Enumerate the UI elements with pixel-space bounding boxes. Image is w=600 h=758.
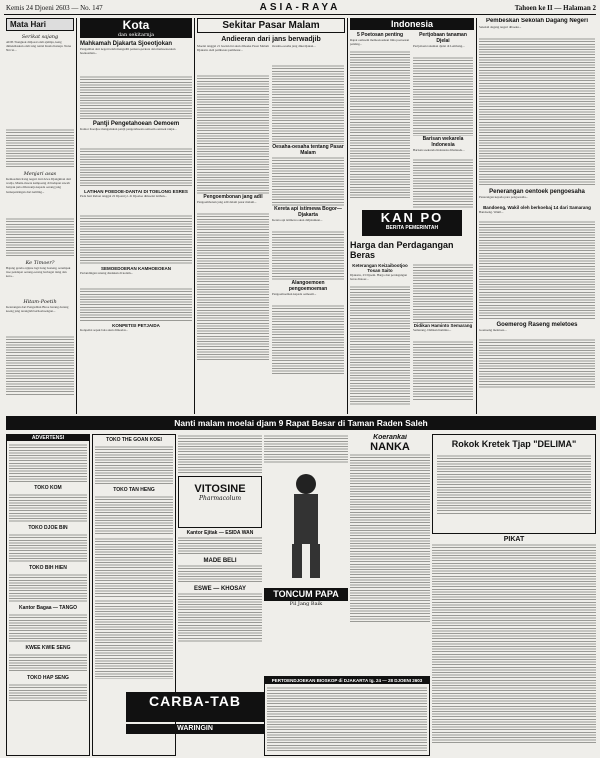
column-pasar-malam bbox=[197, 18, 345, 414]
text-lines bbox=[197, 74, 269, 194]
ad-title: Kantor Ejitak — ESIDA WAN bbox=[186, 530, 254, 536]
headline: 5 Poetosan penting bbox=[356, 32, 404, 38]
headline: Penerangan oentoek pengoesaha bbox=[489, 189, 585, 195]
column-rule bbox=[76, 18, 77, 414]
ad-lines bbox=[264, 434, 348, 464]
vitosine-ad bbox=[178, 476, 262, 528]
text-lines bbox=[413, 263, 473, 323]
text-lines bbox=[272, 156, 344, 206]
text-lines bbox=[80, 147, 192, 187]
headline: Pertjobaan tanaman Djelai bbox=[419, 32, 467, 44]
kanpo-subtitle: BERITA PEMERINTAH bbox=[385, 225, 439, 231]
ad-lines bbox=[95, 445, 173, 485]
text-block: Bandoeng. Wakil... bbox=[479, 210, 504, 214]
text-block: Pengoembonan jang adil dalam pasar malam... bbox=[197, 200, 257, 204]
ad-lines bbox=[9, 443, 87, 483]
headline: Barisan wekarela Indonesia bbox=[422, 136, 464, 148]
ad-column-1 bbox=[6, 434, 90, 756]
text-block: Moelai tanggal 21 boelan ini akan diboeka Pasar Malam Djakarta oleh pembesar-pembesar... bbox=[197, 44, 269, 53]
headline: KONPETISI PETJAIDA bbox=[112, 323, 160, 328]
text-block: Pada hari Rebon tanggal 22 Djoeni j.l. di Djoeloe dimoelai latihan... bbox=[80, 194, 167, 198]
advertisement-section bbox=[6, 434, 596, 756]
ad-title: ESWE — KHOSAY bbox=[193, 586, 247, 592]
text-block: Pengadilan dari negeri telah mengadili perkara-perkara dan memoetoeskan hoekoeman... bbox=[80, 47, 176, 56]
section-menjari-asas: Menjari asas bbox=[23, 171, 57, 177]
ad-lines bbox=[9, 613, 87, 643]
waringin-title: WARINGIN bbox=[126, 724, 264, 734]
text-block: Sekolah dagang negeri diboeka... bbox=[479, 25, 522, 29]
delima-title: Rokok Kretek Tjap "DELIMA" bbox=[451, 439, 577, 449]
ad-title: MADE BELI bbox=[203, 558, 237, 564]
headline: LATIHAN POEDOE-DANTAI DI TOELONG ESRES bbox=[84, 189, 188, 194]
ad-lines bbox=[9, 493, 87, 523]
ad-title: Kantor Bagaa — TANGO bbox=[19, 605, 77, 611]
toncum-subtitle: Pil Jang Baik bbox=[289, 601, 323, 607]
ad-lines bbox=[178, 592, 262, 642]
koerankai-title: Koerankai bbox=[373, 434, 407, 441]
text-block: Konpetisi sepak bola akan dimoelai... bbox=[80, 328, 128, 332]
masthead-rule bbox=[4, 14, 596, 15]
ad-lines bbox=[267, 686, 427, 752]
headline: Pengoembonan jang adil bbox=[203, 194, 263, 200]
text-lines bbox=[272, 304, 344, 374]
headline: Goemerog Raseng meletoes bbox=[496, 322, 578, 328]
text-lines bbox=[413, 158, 473, 208]
ad-title: TOKO DJOE BIN bbox=[28, 525, 68, 531]
vitosine-title: VITOSINE bbox=[194, 483, 246, 495]
ad-title: KWEE KWIE SENG bbox=[25, 645, 71, 651]
ad-lines bbox=[178, 536, 262, 556]
text-lines bbox=[6, 335, 74, 395]
headline: SEMOEDOERAN KAMHOEOEAN bbox=[100, 266, 171, 271]
headline: Didikan Haminto Semarang bbox=[413, 323, 473, 328]
pasar-malam-header: Sekitar Pasar Malam bbox=[197, 18, 345, 33]
toncum-title: TONCUM PAPA bbox=[264, 588, 348, 601]
text-lines bbox=[350, 285, 410, 405]
kanpo-title: KAN PO bbox=[380, 210, 444, 225]
vitosine-subtitle: Pharmacolum bbox=[198, 495, 242, 502]
ad-title: TOKO TAN HENG bbox=[113, 487, 155, 493]
text-lines bbox=[479, 338, 595, 388]
ad-title: TOKO HAP SENG bbox=[27, 675, 69, 681]
column-right bbox=[479, 18, 595, 414]
ad-lines bbox=[178, 564, 262, 584]
article-harga-beras bbox=[350, 240, 474, 414]
headline: Pembeskan Sekolah Dagang Negeri bbox=[485, 18, 589, 24]
ad-lines bbox=[432, 543, 596, 743]
text-block: Bajang gerebo njipne lagi tiang basteng, serempak itoe pendapat oerang-oerang berbagai tiang dan kota... bbox=[6, 266, 71, 279]
ad-lines bbox=[178, 434, 262, 474]
column-rule bbox=[347, 18, 348, 414]
text-block: Kemoedian Irang negeri dari dewa Djangkitan dari wadja, Manis-moera kampoeng di hadapan sawah banyak pula dibawanja kepada oerang jang berkepentingan dari keliling... bbox=[6, 177, 71, 194]
text-lines bbox=[80, 75, 192, 119]
ad-lines bbox=[9, 653, 87, 673]
ad-lines bbox=[350, 453, 430, 623]
section-hitam-poetih: Hitam-Poetih bbox=[23, 299, 57, 305]
kota-header: Kota bbox=[80, 18, 192, 32]
text-block: Kereta api istimewa akan didjalankan... bbox=[272, 218, 323, 222]
ad-lines bbox=[9, 533, 87, 563]
column-rule bbox=[476, 18, 477, 414]
text-lines bbox=[6, 128, 74, 168]
column-rule bbox=[194, 18, 195, 414]
text-block: Oesaha-oesaha jang dikerdjakan... bbox=[272, 44, 316, 48]
column-kota bbox=[80, 18, 192, 414]
masthead-title: ASIA-RAYA bbox=[259, 2, 341, 13]
delima-ad bbox=[432, 434, 596, 534]
rapat-besar-banner: Nanti malam moelai djam 9 Rapat Besar di Taman Raden Saleh bbox=[6, 416, 596, 430]
text-block: Kantor Koedjoe mengadakan pantji pengetahoean oemoem oentoek rakjat... bbox=[80, 127, 177, 131]
text-block: Goenoeng meletoes... bbox=[479, 328, 507, 332]
text-lines bbox=[80, 214, 192, 264]
section-serikat-sajang: Serikat sajang bbox=[21, 34, 59, 40]
headline: Kereta api istimewa Bogor—Djakarta bbox=[274, 206, 342, 218]
cinema-title: PERTOENDJOEKAN BIOSKOP di DJAKARTA tg. 24 — 28 DJOENI 2603 bbox=[265, 677, 429, 684]
pikat-title: PIKAT bbox=[503, 536, 525, 543]
ad-lines bbox=[95, 599, 173, 679]
carba-tab-ad bbox=[126, 692, 264, 722]
nanka-title: NANKA bbox=[370, 441, 410, 453]
text-block: Pertandingan renang diadakan di kolam... bbox=[80, 271, 134, 275]
ad-lines bbox=[9, 683, 87, 703]
column-indonesia bbox=[350, 18, 474, 218]
text-lines bbox=[272, 230, 344, 280]
text-block: Pertjobaan tanaman djelai di Lembang... bbox=[413, 44, 465, 48]
ad-lines bbox=[9, 573, 87, 603]
column-mata-hari bbox=[6, 18, 74, 414]
text-block: Semarang. Didikan haminto... bbox=[413, 328, 452, 332]
text-lines bbox=[272, 64, 344, 144]
ad-column-5 bbox=[350, 434, 430, 674]
headline: Bandoeng, Wakil oleh berkoebaj 14 dari Samarang bbox=[483, 205, 591, 210]
headline: Mahkamah Djakarta Sjoeotjokan bbox=[80, 41, 173, 47]
ad-title: TOKO BIH HIEN bbox=[29, 565, 67, 571]
text-block: Djakarta, 23 Djoeni. Harga dan perdagangan beras diatoer... bbox=[350, 273, 408, 282]
section-ke-timoer: Ke Timoer? bbox=[25, 260, 55, 266]
ad-title: TOKO THE GOAN KOEI bbox=[106, 437, 162, 443]
headline: Harga dan Perdagangan Beras bbox=[350, 240, 454, 260]
indonesia-header: Indonesia bbox=[350, 18, 474, 30]
ad-lines bbox=[95, 495, 173, 535]
carba-title: CARBA-TAB bbox=[149, 693, 241, 709]
text-block: ADIS Tiongkok didjoeal oleh ajahnja, keng dimetehaskan oleh tang rental Kuala Kanapi. Nona Nrrcat... bbox=[6, 40, 72, 53]
ad-header: ADVERTENSI bbox=[7, 435, 89, 441]
ad-column-4 bbox=[264, 434, 348, 674]
text-lines bbox=[350, 50, 410, 200]
figure-illustration bbox=[264, 464, 348, 584]
page-number: Tahoen ke II — Halaman 2 bbox=[514, 4, 596, 12]
headline: Pantji Pengetahoean Oemoem bbox=[92, 121, 180, 127]
ad-title: TOKO KOM bbox=[34, 485, 62, 491]
headline: Alangoemoen pengoemoeman bbox=[288, 280, 328, 292]
text-lines bbox=[197, 212, 269, 362]
text-lines bbox=[413, 340, 473, 400]
text-block: Keterangan dari Pengadilan Biroe barang-barang koeng jang teranglah berhoeboengan... bbox=[6, 305, 69, 314]
text-block: Barisan soekarela Indonesia dibentoek... bbox=[413, 148, 465, 152]
text-lines bbox=[479, 37, 595, 187]
text-block: Pengoemoeman kepada oemoem... bbox=[272, 292, 317, 296]
headline: Keterangan Keizaibootjoo Tosan Saito bbox=[352, 263, 408, 273]
mata-hari-header: Mata Hari bbox=[6, 18, 74, 31]
headline: Andieeran dari jans berwadjib bbox=[221, 36, 321, 43]
kanpo-banner bbox=[362, 210, 462, 236]
text-lines bbox=[413, 56, 473, 136]
text-lines bbox=[479, 220, 595, 320]
text-block: Penerangan kepada para pengoesaha... bbox=[479, 195, 529, 199]
headline: Oesaha-oesaha tentang Pasar Malam bbox=[272, 144, 344, 156]
issue-date: Kemis 24 Djoeni 2603 — No. 147 bbox=[6, 4, 103, 12]
ad-lines bbox=[95, 537, 173, 597]
ad-lines bbox=[437, 454, 591, 514]
kota-subheader: dan sekitarnja bbox=[80, 32, 192, 38]
text-lines bbox=[6, 217, 74, 257]
text-block: Rapat oemoem memoetoeskan lima poetoesan penting... bbox=[350, 38, 410, 47]
text-lines bbox=[80, 287, 192, 321]
pikat-ad bbox=[432, 536, 596, 756]
cinema-listing bbox=[264, 676, 430, 756]
